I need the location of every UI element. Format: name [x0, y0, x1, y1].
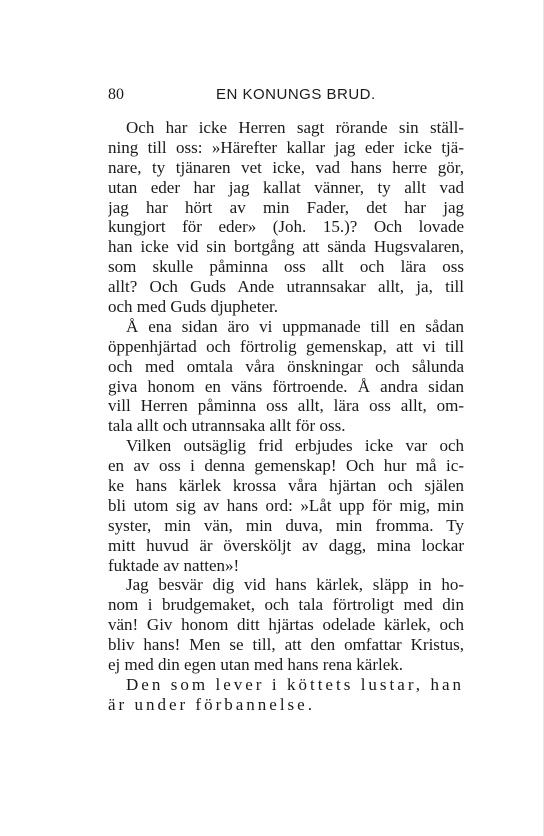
text-line: bli utom sig av hans ord: »Låt upp för mig, min	[108, 495, 464, 515]
text-line: och med omtala våra önskningar och sålunda	[108, 356, 464, 376]
running-title: EN KONUNGS BRUD.	[216, 86, 376, 103]
page-header	[108, 86, 458, 108]
text-line: en av oss i denna gemenskap! Och hur må ic-	[108, 456, 464, 476]
text-line: som skulle påminna oss allt och lära oss	[108, 257, 464, 277]
text-line: ning till oss: »Härefter kallar jag eder icke tjä-	[108, 137, 464, 157]
text-line: nom i brudgemaket, och tala förtroligt med din	[108, 595, 464, 615]
page-number: 80	[108, 86, 124, 103]
text-line: öppenhjärtad och förtrolig gemenskap, att vi till	[108, 336, 464, 356]
text-line: Jag besvär dig vid hans kärlek, släpp in ho-	[126, 575, 464, 595]
text-line: kungjort för eder» (Joh. 15.)? Och lovade	[108, 217, 464, 237]
text-line: Och har icke Herren sagt rörande sin ställ-	[126, 118, 464, 137]
text-line: fuktade av natten»!	[108, 555, 240, 575]
text-line: ej med din egen utan med hans rena kärlek.	[108, 655, 404, 675]
text-line: jag har hört av min Fader, det har jag	[108, 197, 464, 217]
text-line: allt? Och Guds Ande utrannsakar allt, ja, till	[108, 277, 464, 297]
text-line: ke hans kärlek krossa våra hjärtan och själen	[108, 476, 464, 496]
text-line: vän! Giv honom ditt hjärtas odelade kärlek, och	[108, 615, 464, 635]
text-line: Den som lever i köttets lustar, han	[126, 674, 464, 694]
body-text	[108, 118, 464, 715]
text-line: giva honom en väns förtroende. Å andra sidan	[108, 376, 464, 396]
text-line: han icke vid sin bortgång att sända Hugsvalaren,	[108, 237, 464, 257]
text-line: och med Guds djupheter.	[108, 297, 278, 317]
text-line: vill Herren påminna oss allt, lära oss allt, om-	[108, 396, 464, 416]
text-line: mitt huvud är översköljt av dagg, mina lockar	[108, 535, 464, 555]
text-line: syster, min vän, min duva, min fromma. Ty	[108, 515, 464, 535]
text-line: utan eder har jag kallat vänner, ty allt vad	[108, 177, 464, 197]
text-line: nare, ty tjänaren vet icke, vad hans herre gör,	[108, 157, 464, 177]
text-line: tala allt och utrannsaka allt för oss.	[108, 416, 346, 436]
text-line: bliv hans! Men se till, att den omfattar Kristus,	[108, 635, 464, 655]
text-line: Vilken outsäglig frid erbjudes icke var och	[126, 436, 464, 456]
text-line: är under förbannelse.	[108, 694, 315, 714]
text-line: Å ena sidan äro vi uppmanade till en sådan	[126, 316, 464, 336]
